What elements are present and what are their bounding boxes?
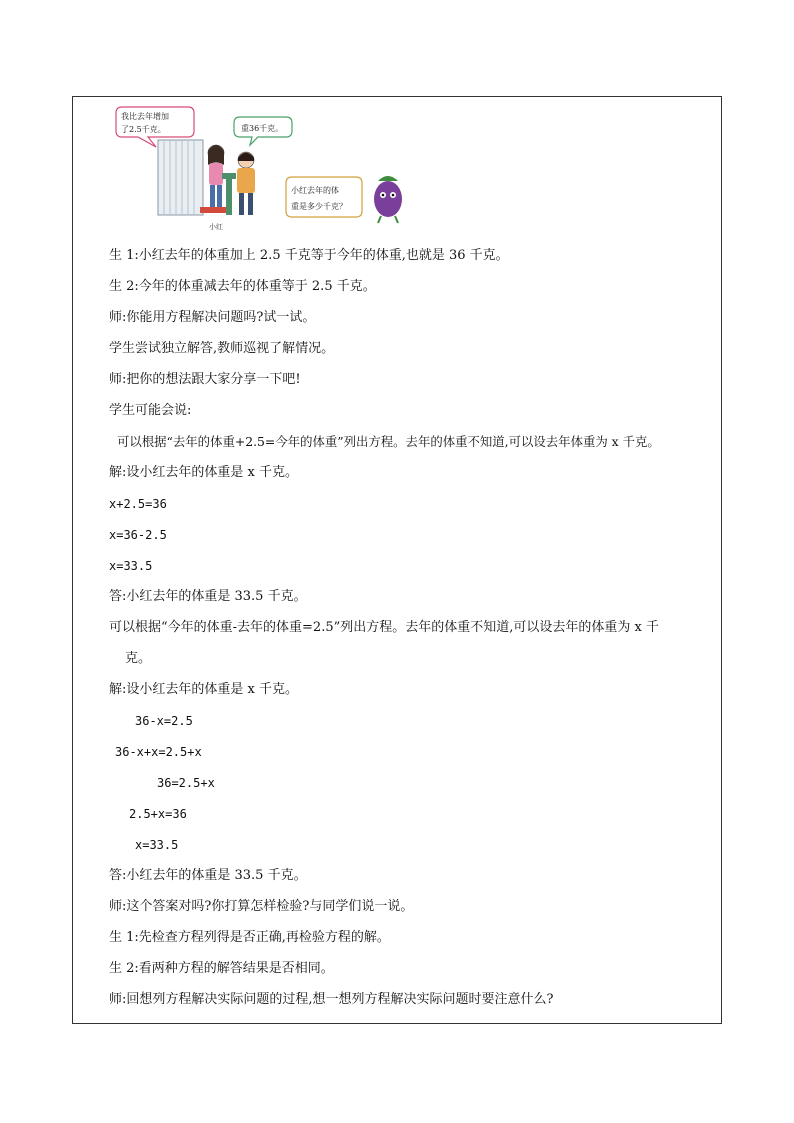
- text-line: 生 2:看两种方程的解答结果是否相同。: [109, 961, 334, 976]
- bubble-right-line-1: 小红去年的体: [291, 186, 339, 195]
- equation-line: x+2.5=36: [109, 497, 167, 511]
- bubble-left-line-1: 我比去年增加: [121, 112, 169, 121]
- equation-line: 36-x=2.5: [135, 714, 193, 728]
- text-line: 师:你能用方程解决问题吗?试一试。: [109, 310, 316, 325]
- text-line: 学生可能会说:: [109, 403, 192, 418]
- answer-line: 答:小红去年的体重是 33.5 千克。: [109, 589, 307, 604]
- bubble-mid: 重36千克。: [241, 124, 284, 133]
- bubble-right-line-2: 重是多少千克？: [291, 202, 347, 211]
- text-line: 可以根据“去年的体重+2.5=今年的体重”列出方程。去年的体重不知道,可以设去年体重为 x 千克。: [117, 434, 660, 449]
- textbook-illustration: [108, 105, 418, 235]
- equation-line: 2.5+x=36: [129, 807, 187, 821]
- lesson-frame: [72, 96, 722, 1024]
- text-line: 师:回想列方程解决实际问题的过程,想一想列方程解决实际问题时要注意什么?: [109, 992, 554, 1007]
- text-line: 学生尝试独立解答,教师巡视了解情况。: [109, 341, 335, 356]
- text-line: 生 1:先检查方程列得是否正确,再检验方程的解。: [109, 930, 390, 945]
- text-line: 克。: [125, 651, 152, 666]
- equation-line: x=33.5: [109, 559, 153, 573]
- text-line: 生 1:小红去年的体重加上 2.5 千克等于今年的体重,也就是 36 千克。: [109, 248, 509, 263]
- text-line: 解:设小红去年的体重是 x 千克。: [109, 465, 298, 480]
- answer-line: 答:小红去年的体重是 33.5 千克。: [109, 868, 307, 883]
- equation-line: 36=2.5+x: [157, 776, 215, 790]
- illustration-caption: 小红: [209, 223, 223, 231]
- text-line: 可以根据“今年的体重-去年的体重=2.5”列出方程。去年的体重不知道,可以设去年的体重为 x 千: [109, 620, 659, 635]
- text-line: 师:这个答案对吗?你打算怎样检验?与同学们说一说。: [109, 899, 414, 914]
- equation-line: x=36-2.5: [109, 528, 167, 542]
- bubble-left-line-2: 了2.5千克。: [121, 125, 166, 134]
- text-line: 师:把你的想法跟大家分享一下吧!: [109, 372, 301, 387]
- equation-line: x=33.5: [135, 838, 179, 852]
- text-line: 解:设小红去年的体重是 x 千克。: [109, 682, 298, 697]
- equation-line: 36-x+x=2.5+x: [115, 745, 202, 759]
- text-line: 生 2:今年的体重减去年的体重等于 2.5 千克。: [109, 279, 376, 294]
